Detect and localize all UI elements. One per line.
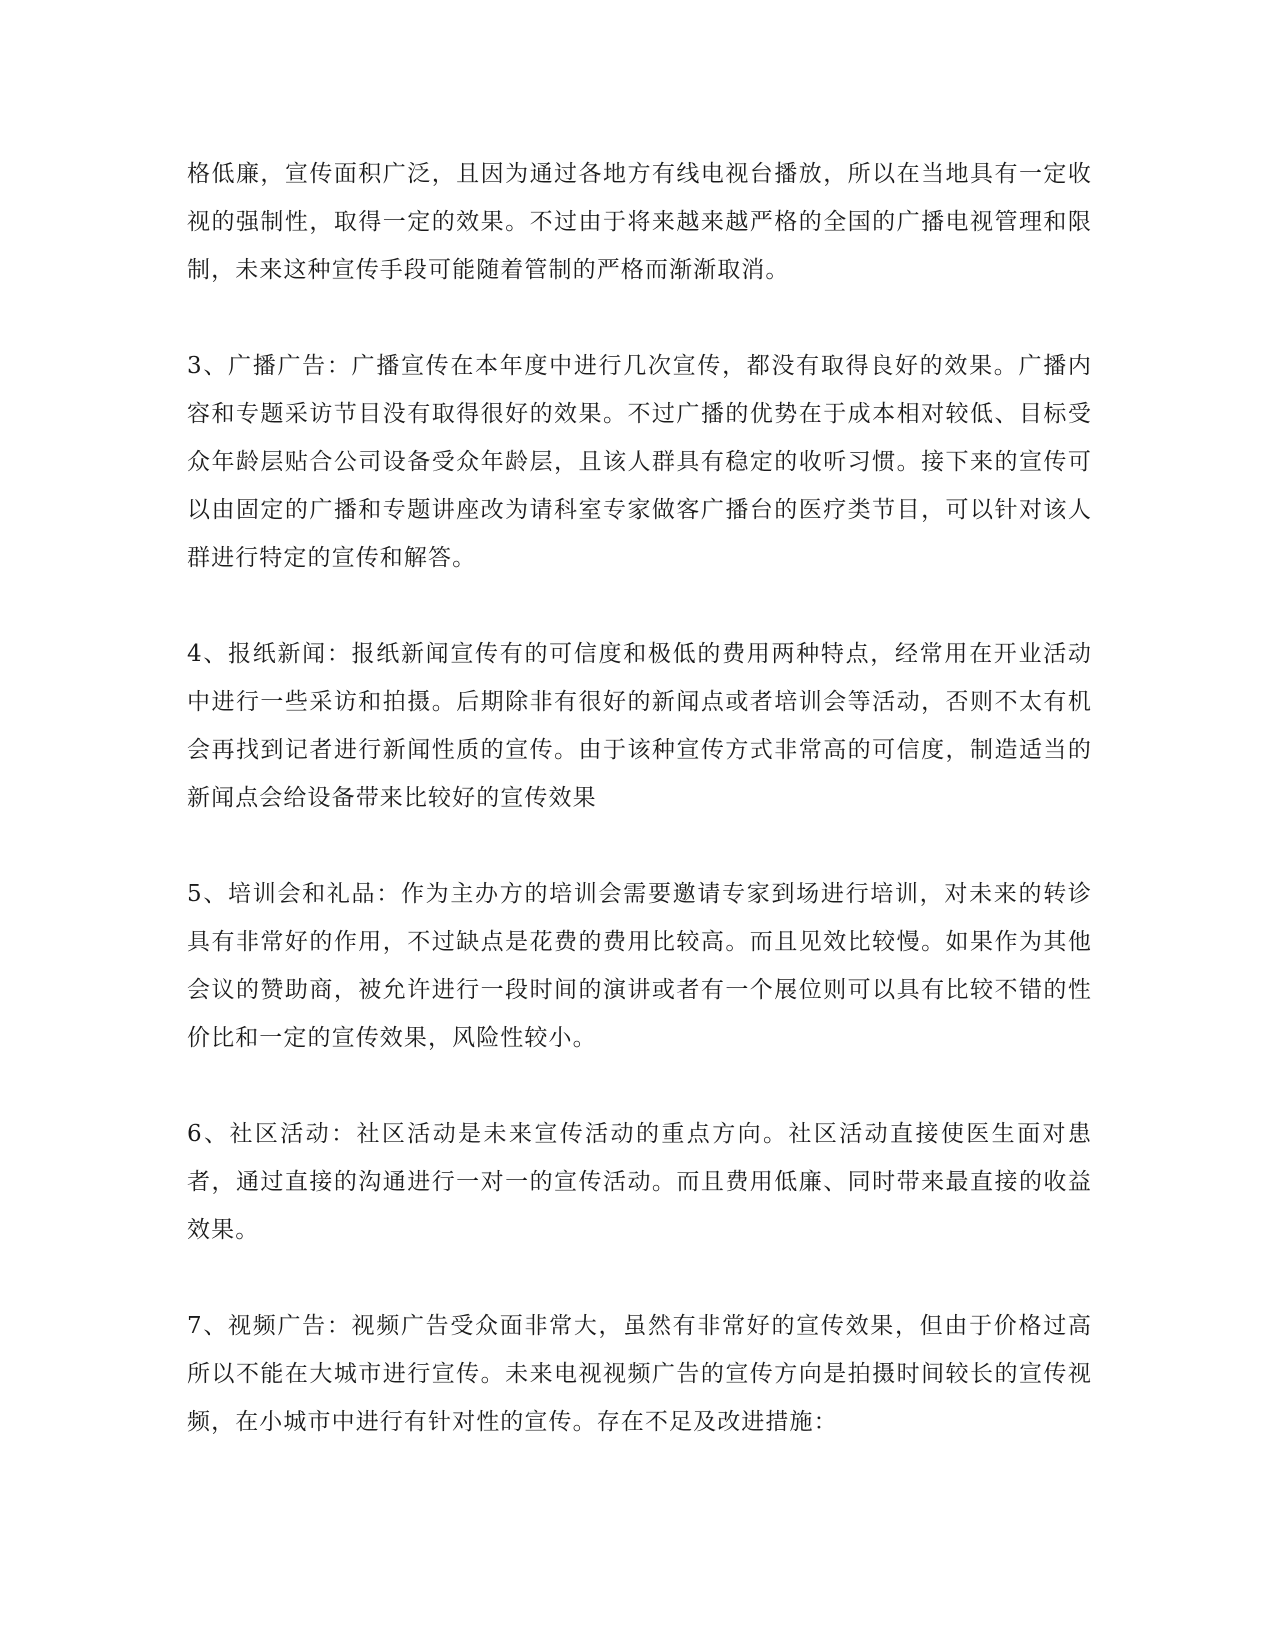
paragraph-newspaper-news: 4、报纸新闻：报纸新闻宣传有的可信度和极低的费用两种特点，经常用在开业活动中进行一些采访和拍摄。后期除非有很好的新闻点或者培训会等活动，否则不太有机会再找到记者进行新闻性质的宣传。由于该种宣传方式非常高的可信度，制造适当的新闻点会给设备带来比较好的宣传效果	[187, 641, 1092, 811]
paragraph-radio-ads: 3、广播广告：广播宣传在本年度中进行几次宣传，都没有取得良好的效果。广播内容和专题采访节目没有取得很好的效果。不过广播的优势在于成本相对较低、目标受众年龄层贴合公司设备受众年龄层，且该人群具有稳定的收听习惯。接下来的宣传可以由固定的广播和专题讲座改为请科室专家做客广播台的医疗类节目，可以针对该人群进行特定的宣传和解答。	[187, 353, 1092, 571]
paragraph-tv-ads-continued: 格低廉，宣传面积广泛，且因为通过各地方有线电视台播放，所以在当地具有一定收视的强制性，取得一定的效果。不过由于将来越来越严格的全国的广播电视管理和限制，未来这种宣传手段可能随着管制的严格而渐渐取消。	[187, 161, 1092, 283]
paragraph-training-and-gifts: 5、培训会和礼品：作为主办方的培训会需要邀请专家到场进行培训，对未来的转诊具有非常好的作用，不过缺点是花费的费用比较高。而且见效比较慢。如果作为其他会议的赞助商，被允许进行一段时间的演讲或者有一个展位则可以具有比较不错的性价比和一定的宣传效果，风险性较小。	[187, 881, 1092, 1051]
paragraph-video-ads: 7、视频广告：视频广告受众面非常大，虽然有非常好的宣传效果，但由于价格过高所以不能在大城市进行宣传。未来电视视频广告的宣传方向是拍摄时间较长的宣传视频，在小城市中进行有针对性的宣传。存在不足及改进措施：	[187, 1313, 1092, 1435]
document-body	[187, 150, 1092, 1446]
paragraph-community-activities: 6、社区活动：社区活动是未来宣传活动的重点方向。社区活动直接使医生面对患者，通过直接的沟通进行一对一的宣传活动。而且费用低廉、同时带来最直接的收益效果。	[187, 1121, 1092, 1243]
